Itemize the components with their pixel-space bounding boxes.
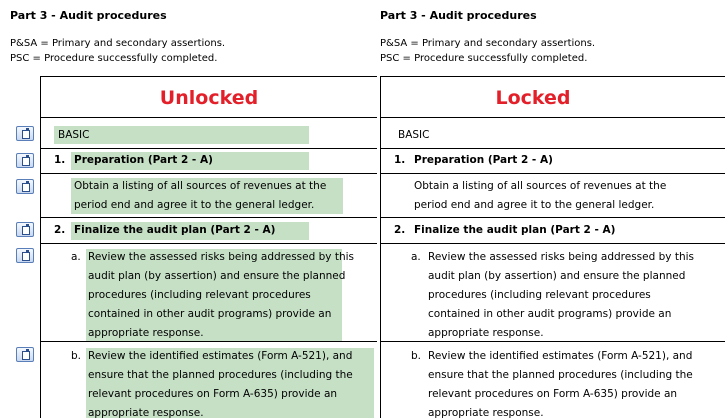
item-a-line[interactable]: Review the assessed risks being addressed by this [88, 251, 354, 263]
legend-psa: P&SA = Primary and secondary assertions. [380, 38, 596, 49]
procedures-table [40, 76, 377, 418]
item2-title: Finalize the audit plan (Part 2 - A) [414, 224, 616, 236]
item-a-line[interactable]: appropriate response. [88, 327, 204, 339]
insert-row-icon[interactable] [16, 248, 34, 263]
insert-row-icon[interactable] [16, 222, 34, 237]
legend-psc: PSC = Procedure successfully completed. [10, 53, 218, 64]
legend-psa: P&SA = Primary and secondary assertions. [10, 38, 226, 49]
item1-body-line[interactable]: period end and agree it to the general ledger. [74, 199, 315, 211]
column-header-locked: Locked [495, 87, 571, 109]
procedures-table [380, 76, 725, 418]
item-a-line[interactable]: procedures (including relevant procedures [88, 289, 311, 301]
item-b-line: relevant procedures on Form A-635) provide an [428, 388, 678, 400]
locked-panel [380, 0, 725, 418]
item-a-line: contained in other audit programs) provide an [428, 308, 672, 320]
item-a-line: Review the assessed risks being addressed by this [428, 251, 694, 263]
item-number: 2. [54, 224, 66, 236]
item-letter: a. [71, 251, 81, 263]
insert-row-icon[interactable] [16, 179, 34, 194]
column-header-unlocked: Unlocked [159, 87, 259, 109]
item-letter: b. [71, 350, 82, 362]
item1-title: Preparation (Part 2 - A) [414, 154, 553, 166]
item-number: 2. [394, 224, 406, 236]
basic-label[interactable]: BASIC [58, 129, 90, 141]
item-letter: a. [411, 251, 421, 263]
item1-body-line[interactable]: Obtain a listing of all sources of revenues at the [74, 180, 327, 192]
part-title: Part 3 - Audit procedures [380, 9, 537, 22]
item-b-line: appropriate response. [428, 407, 544, 418]
part-title: Part 3 - Audit procedures [10, 9, 167, 22]
item-b-line: Review the identified estimates (Form A-521), and [428, 350, 693, 362]
item1-body-line: period end and agree it to the general ledger. [414, 199, 655, 211]
item-a-line: procedures (including relevant procedures [428, 289, 651, 301]
basic-label: BASIC [398, 129, 430, 141]
insert-row-icon[interactable] [16, 126, 34, 141]
basic-highlight [54, 126, 309, 144]
insert-row-icon[interactable] [16, 347, 34, 362]
item-a-line: appropriate response. [428, 327, 544, 339]
item-b-line[interactable]: ensure that the planned procedures (including the [88, 369, 353, 381]
item-b-line[interactable]: relevant procedures on Form A-635) provide an [88, 388, 338, 400]
item1-body-line: Obtain a listing of all sources of revenues at the [414, 180, 667, 192]
legend-psc: PSC = Procedure successfully completed. [380, 53, 588, 64]
item-b-line[interactable]: Review the identified estimates (Form A-521), and [88, 350, 353, 362]
item-number: 1. [394, 154, 406, 166]
item-letter: b. [411, 350, 422, 362]
item-a-line[interactable]: audit plan (by assertion) and ensure the planned [88, 270, 346, 282]
item1-title[interactable]: Preparation (Part 2 - A) [74, 154, 213, 166]
item-number: 1. [54, 154, 66, 166]
unlocked-panel [0, 0, 354, 418]
item2-title[interactable]: Finalize the audit plan (Part 2 - A) [74, 224, 276, 236]
item-b-line[interactable]: appropriate response. [88, 407, 204, 418]
item-a-line: audit plan (by assertion) and ensure the planned [428, 270, 686, 282]
item-a-line[interactable]: contained in other audit programs) provide an [88, 308, 332, 320]
item-b-line: ensure that the planned procedures (including the [428, 369, 693, 381]
insert-row-icon[interactable] [16, 153, 34, 168]
